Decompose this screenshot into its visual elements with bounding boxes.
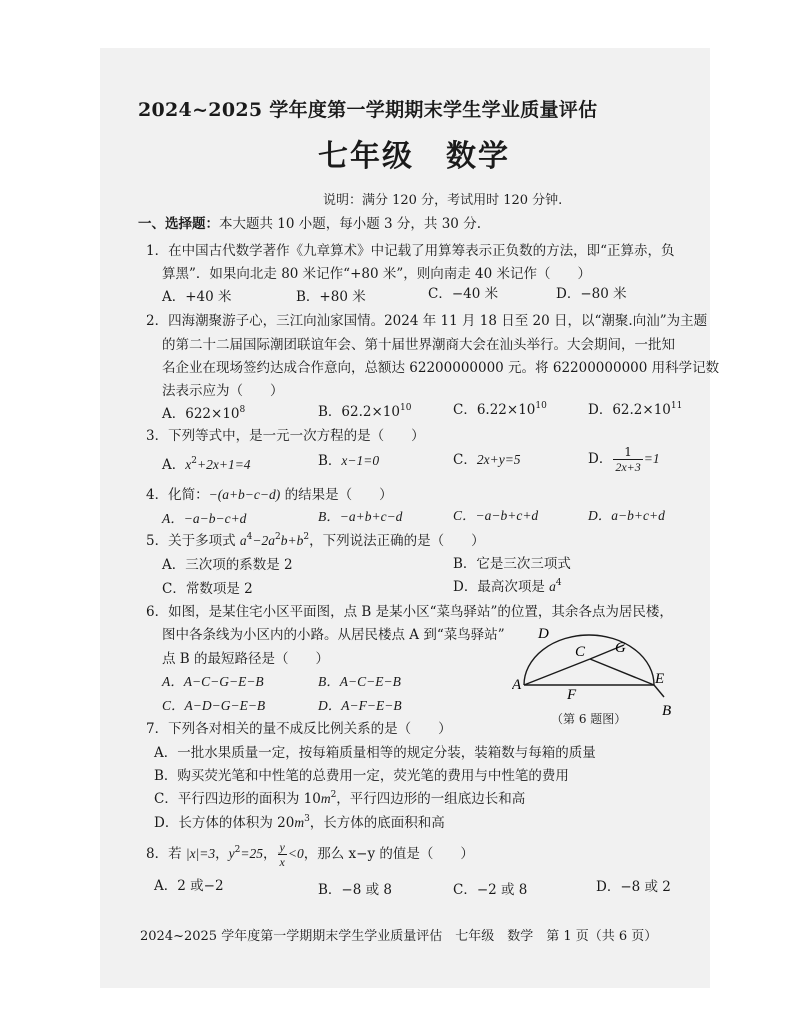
q5-option-d: D．最高次项是 $a^4$ [453, 578, 562, 595]
question-text: 下列等式中，是一元一次方程的是（ ） [168, 428, 425, 444]
question-text: 在中国古代数学著作《九章算术》中记载了用算筹表示正负数的方法，即“正算赤，负 [168, 243, 675, 259]
q2-option-c: C．$6.22\times 10^{10}$ [453, 401, 547, 418]
question-7: 7．下列各对相关的量不成反比例关系的是（ ） [146, 721, 452, 737]
q1-option-c: C．−40 米 [428, 286, 499, 302]
q4-option-b: B．−a+b+c−d [318, 509, 403, 524]
question-number: 3． [146, 428, 169, 444]
question-6-line3: 点 B 的最短路径是（ ） [162, 651, 330, 667]
q1-option-d: D．−80 米 [556, 286, 627, 302]
question-6-line2: 图中各条线为小区内的小路。从居民楼点 A 到“菜鸟驿站” [162, 627, 505, 643]
question-1 [146, 242, 675, 260]
question-8: 8．若 |x|=3，$y^2=25$， $\frac{y}{x}$ <0，那么 x−y 的值是（ ） [146, 840, 474, 869]
q6-option-b: B．A−C−E−B [318, 674, 401, 689]
q4-option-d: D．a−b+c+d [588, 508, 665, 523]
question-6: 6．如图，是某住宅小区平面图，点 B 是某小区“菜鸟驿站”的位置，其余各点为居民楼， [146, 604, 673, 620]
question-number: 8． [146, 846, 169, 862]
question-2 [146, 312, 707, 330]
q7-option-b: B．购买荧光笔和中性笔的总费用一定，荧光笔的费用与中性笔的费用 [154, 768, 569, 784]
exam-subject: 七年级 数学 [318, 139, 510, 174]
path-a-c [524, 659, 590, 685]
question-1-line2: 算黑”．如果向北走 80 米记作“+80 米”，则向南走 40 米记作（ ） [162, 266, 592, 282]
q2-option-d: D．$62.2\times 10^{11}$ [588, 401, 683, 418]
question-5: 5．关于多项式 $a^4-2a^2b+b^2$，下列说法正确的是（ ） [146, 532, 485, 549]
fraction: $\frac{y}{x}$ [279, 840, 285, 869]
question-number: 1． [146, 243, 169, 259]
question-number: 7． [146, 721, 169, 737]
q6-option-c: C．A−D−G−E−B [162, 698, 266, 713]
q7-option-a: A．一批水果质量一定，按每箱质量相等的规定分装，装箱数与每箱的质量 [154, 745, 596, 761]
question-number: 5． [146, 533, 169, 549]
question-number: 4． [146, 487, 169, 503]
q6-option-a: A．A−C−G−E−B [162, 674, 264, 689]
question-2-line2: 的第二十二届国际潮团联谊年会、第十届世界潮商大会在汕头举行。大会期间，一批知 [162, 337, 675, 353]
q1-option-b: B．+80 米 [296, 289, 366, 305]
section-label: 一、选择题： [138, 216, 219, 232]
point-g-label: G [615, 640, 626, 656]
section-heading [138, 215, 481, 233]
q2-option-b: B．$62.2\times 10^{10}$ [318, 403, 412, 420]
q5-option-b: B．它是三次三项式 [453, 556, 571, 572]
q6-option-d: D．A−F−E−B [318, 698, 402, 713]
path-c-e [590, 659, 654, 685]
point-f-label: F [567, 687, 577, 703]
point-e-label: E [655, 671, 665, 687]
q8-option-c: C．−2 或 8 [453, 882, 528, 898]
q5-option-a: A．三次项的系数是 2 [162, 557, 293, 573]
q4-option-a: A．−a−b−c+d [162, 511, 247, 526]
question-2-line3: 名企业在现场签约达成合作意向，总额达 62200000000 元。将 62200000000 用科学记数 [162, 360, 720, 376]
fraction: $\frac{1}{2x+3}$ [615, 445, 641, 474]
q1-option-a: A．+40 米 [162, 289, 232, 305]
point-b-label: B [662, 703, 672, 719]
exam-title: 2024~2025 学年度第一学期期末学生学业质量评估 [138, 99, 598, 121]
q8-option-a: A．2 或−2 [154, 878, 224, 894]
q8-option-b: B．−8 或 8 [318, 882, 392, 898]
question-4: 4．化简：−(a+b−c−d) 的结果是（ ） [146, 487, 393, 503]
question-2-line4: 法表示应为（ ） [162, 383, 284, 399]
q6-figure-caption: （第 6 题图） [551, 712, 627, 726]
point-d-label: D [538, 626, 549, 642]
point-c-label: C [575, 644, 586, 660]
q2-option-a: A．$622\times 10^8$ [162, 405, 246, 422]
question-number: 6． [146, 604, 169, 620]
q4-option-c: C．−a−b+c+d [453, 508, 539, 523]
question-3 [146, 427, 425, 445]
q5-option-c: C．常数项是 2 [162, 581, 253, 597]
q7-option-c: C．平行四边形的面积为 $10m^2$，平行四边形的一组底边长和高 [154, 790, 526, 807]
exam-note: 说明：满分 120 分，考试用时 120 分钟. [323, 193, 563, 208]
q3-option-b: B．x−1=0 [318, 453, 380, 469]
q3-option-d: D． $\frac{1}{2x+3}$ =1 [588, 445, 660, 474]
question-text: 四海潮聚游子心，三江向汕家国情。2024 年 11 月 18 日至 20 日，以“潮聚.向汕”为主题 [168, 313, 708, 329]
q3-option-c: C．2x+y=5 [453, 452, 521, 468]
question-number: 2． [146, 313, 169, 329]
q3-option-a: A．$x^2+2x+1=4$ [162, 456, 251, 473]
page-footer: 2024~2025 学年度第一学期期末学生学业质量评估 七年级 数学 第 1 页（共 6 页） [140, 929, 658, 944]
section-text: 本大题共 10 小题，每小题 3 分，共 30 分. [219, 216, 481, 232]
q8-option-d: D．−8 或 2 [596, 879, 671, 895]
q7-option-d: D．长方体的体积为 $20m^3$，长方体的底面积和高 [154, 814, 445, 831]
point-a-label: A [512, 677, 522, 693]
